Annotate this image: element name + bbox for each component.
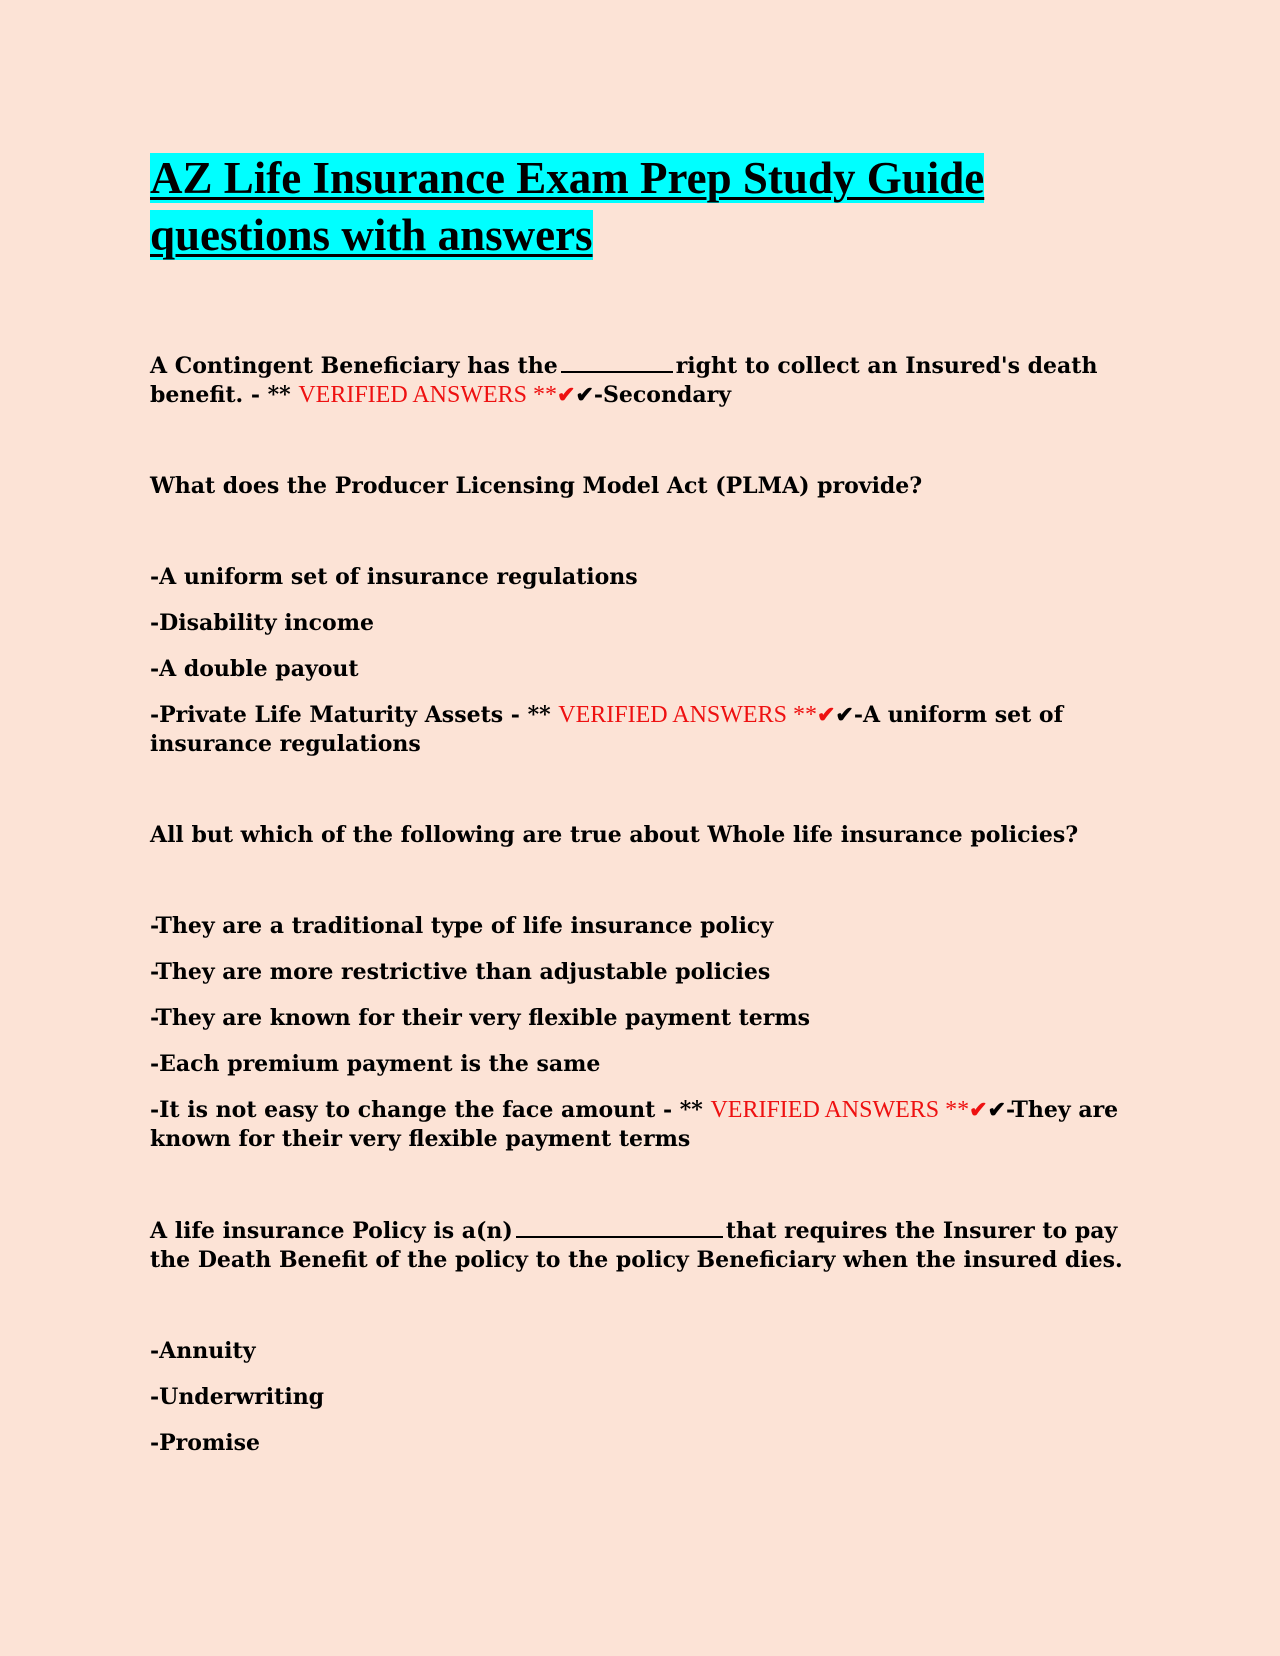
answer-text: -They are known for their very flexible payment terms	[150, 1097, 1119, 1152]
list-item: -Annuity	[150, 1338, 256, 1364]
verified-label: VERIFIED ANSWERS **	[558, 702, 817, 728]
check-red-icon: ✔	[816, 702, 836, 728]
question-3: All but which of the following are true about Whole life insurance policies?	[150, 822, 1079, 848]
question-2: What does the Producer Licensing Model Act (PLMA) provide?	[150, 473, 923, 499]
answer-text: -A uniform set of insurance regulations	[150, 702, 1064, 757]
check-black-icon: ✔	[575, 382, 594, 408]
list-item: -Disability income	[150, 610, 374, 636]
list-item-with-answer: -It is not easy to change the face amount - ** VERIFIED ANSWERS **✔✔-They are known for their very flexible payment terms	[150, 1097, 1119, 1152]
check-black-icon: ✔	[987, 1097, 1007, 1123]
check-black-icon: ✔	[835, 702, 854, 728]
verified-label: VERIFIED ANSWERS **	[710, 1097, 970, 1123]
document-body	[150, 351, 1130, 1458]
list-item: -Underwriting	[150, 1384, 325, 1410]
check-red-icon: ✔	[969, 1097, 988, 1123]
check-red-icon: ✔	[557, 382, 576, 408]
title-line-1: AZ Life Insurance Exam Prep Study Guide	[150, 153, 985, 203]
document-page	[150, 150, 1130, 1458]
answer-blank	[516, 1216, 723, 1238]
document-title	[150, 150, 1130, 264]
answer-blank	[561, 351, 673, 373]
verified-label: VERIFIED ANSWERS **	[298, 382, 558, 408]
question-4: A life insurance Policy is a(n) that requires the Insurer to pay the Death Benefit of the policy to the policy Beneficiary when the insured dies.	[150, 1218, 1123, 1273]
question-1: A Contingent Beneficiary has the right to collect an Insured's death benefit. - ** VERIFIED ANSWERS **✔✔-Secondary	[150, 353, 1098, 408]
list-item: -They are known for their very flexible payment terms	[150, 1005, 811, 1031]
list-item: -A uniform set of insurance regulations	[150, 564, 638, 590]
list-item: -Promise	[150, 1430, 260, 1456]
list-item: -A double payout	[150, 656, 359, 682]
list-item: -Each premium payment is the same	[150, 1051, 601, 1077]
title-line-2: questions with answers	[150, 210, 593, 260]
list-item: -They are more restrictive than adjustable policies	[150, 959, 771, 985]
list-item: -They are a traditional type of life insurance policy	[150, 913, 774, 939]
list-item-with-answer: -Private Life Maturity Assets - ** VERIFIED ANSWERS **✔✔-A uniform set of insurance regulations	[150, 702, 1064, 757]
answer-text: -Secondary	[593, 382, 731, 408]
